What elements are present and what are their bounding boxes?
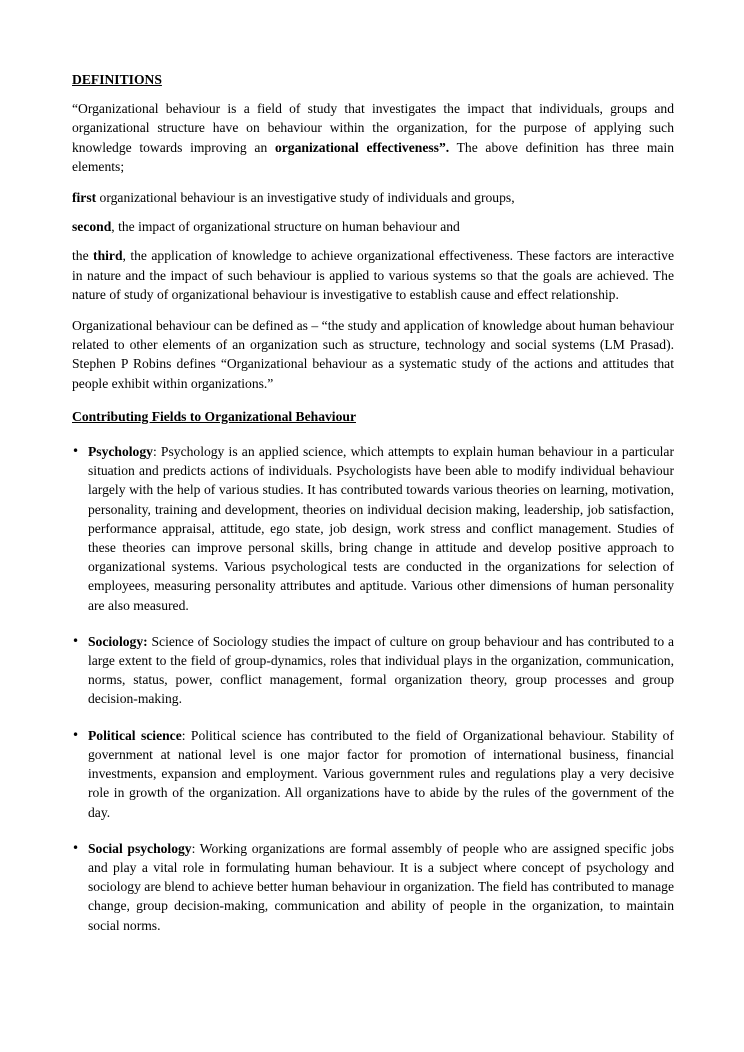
bullet-icon: • [72,633,80,648]
element-first-paragraph [72,188,674,207]
element-third-paragraph [72,246,674,304]
contributing-fields-heading: Contributing Fields to Organizational Behaviour [72,408,356,424]
definitions-heading: DEFINITIONS [72,72,162,87]
definition-paragraph [72,99,674,176]
list-item [72,632,674,709]
element-third-label: third [93,248,123,264]
field-description: Science of Sociology studies the impact of culture on group behaviour and has contributed to a large extent to the field of group-dynamics, roles that individual plays in the organization, communication, norms, status, power, conflict management, formal organization theory, group processes and group decision-making. [88,633,674,707]
bullet-icon: • [72,444,80,459]
bullet-icon: • [72,727,80,742]
element-first-label: first [72,190,97,206]
element-second-label: second [72,219,112,235]
list-item [72,726,674,822]
field-description: : Working organizations are formal assembly of people who are assigned specific jobs and play a vital role in formulating human behaviour. It is a subject where concept of psychology and sociology are blend to achieve better human behaviour in organization. The field has contributed to manage change, group decision-making, communication and ability of people in the organization, to maintain social norms. [88,840,674,933]
element-first-text: organizational behaviour is an investigative study of individuals and groups, [96,190,515,206]
element-third-prefix: the [72,248,94,264]
field-term: Social psychology [88,840,192,856]
element-third-text: , the application of knowledge to achieve organizational effectiveness. These factors are interactive in nature and the impact of such behaviour is applied to various systems so that the goals are achieved. The nature of study of organizational behaviour is investigative to establish cause and effect relationship. [72,248,674,302]
document-page [72,70,674,952]
definition-text: “Organizational behaviour is a field of study that investigates the impact that individuals, groups and organizational structure have on behaviour within the organization, for the purpose of applying such knowledge towards improving an [72,101,674,155]
defined-as-paragraph: Organizational behaviour can be defined as – “the study and application of knowledge about human behaviour related to other elements of an organization such as structure, technology and social systems (LM Prasad). Stephen P Robins defines “Organizational behaviour as a systematic study of the actions and attitudes that people exhibit within organizations.” [72,318,674,391]
element-second-paragraph [72,217,674,236]
field-term: Sociology: [88,633,148,649]
field-term: Psychology [88,444,153,460]
field-term: Political science [88,727,182,743]
element-second-text: , the impact of organizational structure on human behaviour and [111,219,460,235]
definition-text-end: The above definition has three main elements; [72,139,674,174]
list-item [72,442,674,615]
bullet-icon: • [72,840,80,855]
contributing-fields-list [72,442,674,935]
field-description: : Political science has contributed to the field of Organizational behaviour. Stability of government at national level is one major factor for promotion of international business, financial investments, expansion and employment. Various government rules and regulations play a very decisive role in growth of the organization. All organizations have to abide by the rules of the government of the day. [88,727,674,820]
list-item [72,839,674,935]
definition-bold-text: organizational effectiveness”. [274,139,450,155]
field-description: : Psychology is an applied science, which attempts to explain human behaviour in a particular situation and predicts actions of individuals. Psychologists have been able to modify individual behaviour largely with the help of various studies. It has contributed towards various theories on learning, motivation, personality, training and development, theories on individual decision making, leadership, job satisfaction, performance appraisal, attitude, ego state, job design, work stress and conflict management. Studies of these theories can improve personal skills, bring change in attitude and develop positive approach to organizational systems. Various psychological tests are conducted in the organizations for selection of employees, measuring personality attributes and aptitude. Various other dimensions of human personality are also measured. [88,444,674,613]
